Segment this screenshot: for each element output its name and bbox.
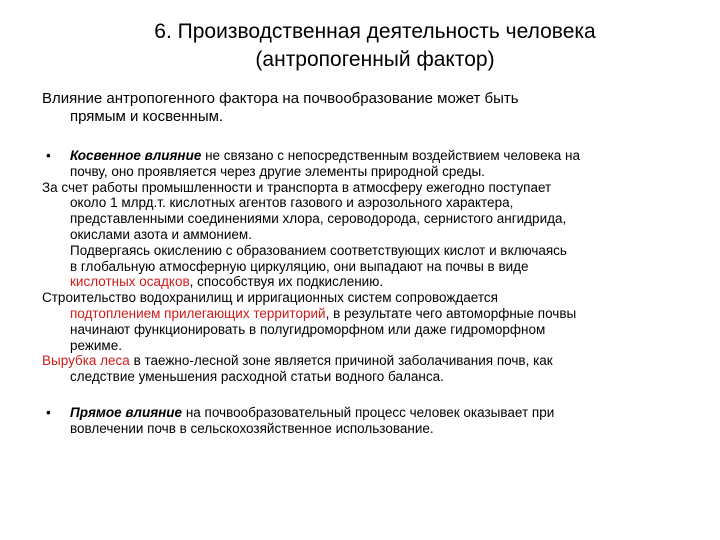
construction-paragraph xyxy=(42,290,682,353)
industry-line-7: , способствуя их подкислению. xyxy=(189,274,384,290)
slide-title xyxy=(60,18,690,74)
indirect-text-2: почву, оно проявляется через другие элементы природной среды. xyxy=(70,163,485,179)
construction-line-1: Строительство водохранилищ и ирригационных систем сопровождается xyxy=(42,290,498,306)
indirect-influence-item xyxy=(42,148,682,180)
intro-line-1: Влияние антропогенного фактора на почвообразование может быть xyxy=(42,90,519,107)
bullet-icon: • xyxy=(46,148,51,163)
direct-text-2: вовлечении почв в сельскохозяйственное использование. xyxy=(70,420,434,436)
direct-influence-item xyxy=(42,405,682,437)
spacer xyxy=(42,385,682,405)
construction-line-4: режиме. xyxy=(70,337,122,353)
direct-term: Прямое влияние xyxy=(70,404,183,420)
construction-line-3: начинают функционировать в полугидроморфном или даже гидроморфном xyxy=(70,321,546,337)
title-line-1: 6. Производственная деятельность человека xyxy=(154,20,596,43)
industry-paragraph xyxy=(42,180,682,291)
slide-body xyxy=(42,148,682,437)
industry-line-1: За счет работы промышленности и транспорта в атмосферу ежегодно поступает xyxy=(42,179,552,195)
acid-rain-highlight: кислотных осадков xyxy=(70,274,190,290)
direct-text-1: на почвообразовательный процесс человек оказывает при xyxy=(182,404,555,420)
logging-paragraph xyxy=(42,353,682,385)
logging-line-2: следствие уменьшения расходной статьи водного баланса. xyxy=(70,369,444,385)
industry-line-3: представленными соединениями хлора, сероводорода, сернистого ангидрида, xyxy=(70,211,567,227)
industry-line-2: около 1 млрд.т. кислотных агентов газового и аэрозольного характера, xyxy=(70,195,514,211)
industry-line-4: окислами азота и аммонием. xyxy=(70,226,252,242)
logging-line-1: в таежно-лесной зоне является причиной заболачивания почв, как xyxy=(129,353,553,369)
intro-line-2: прямым и косвенным. xyxy=(70,108,224,125)
logging-highlight: Вырубка леса xyxy=(42,353,130,369)
indirect-term: Косвенное влияние xyxy=(70,148,202,163)
bullet-icon: • xyxy=(46,404,51,420)
construction-line-2: , в результате чего автоморфные почвы xyxy=(325,305,577,321)
industry-line-5: Подвергаясь окислению с образованием соответствующих кислот и включаясь xyxy=(70,242,567,258)
title-line-2: (антропогенный фактор) xyxy=(255,48,495,71)
industry-line-6: в глобальную атмосферную циркуляцию, они выпадают на почвы в виде xyxy=(70,258,529,274)
indirect-text-1: не связано с непосредственным воздействием человека на xyxy=(201,148,581,163)
intro-paragraph xyxy=(42,90,682,126)
flooding-highlight: подтоплением прилегающих территорий xyxy=(70,305,326,321)
